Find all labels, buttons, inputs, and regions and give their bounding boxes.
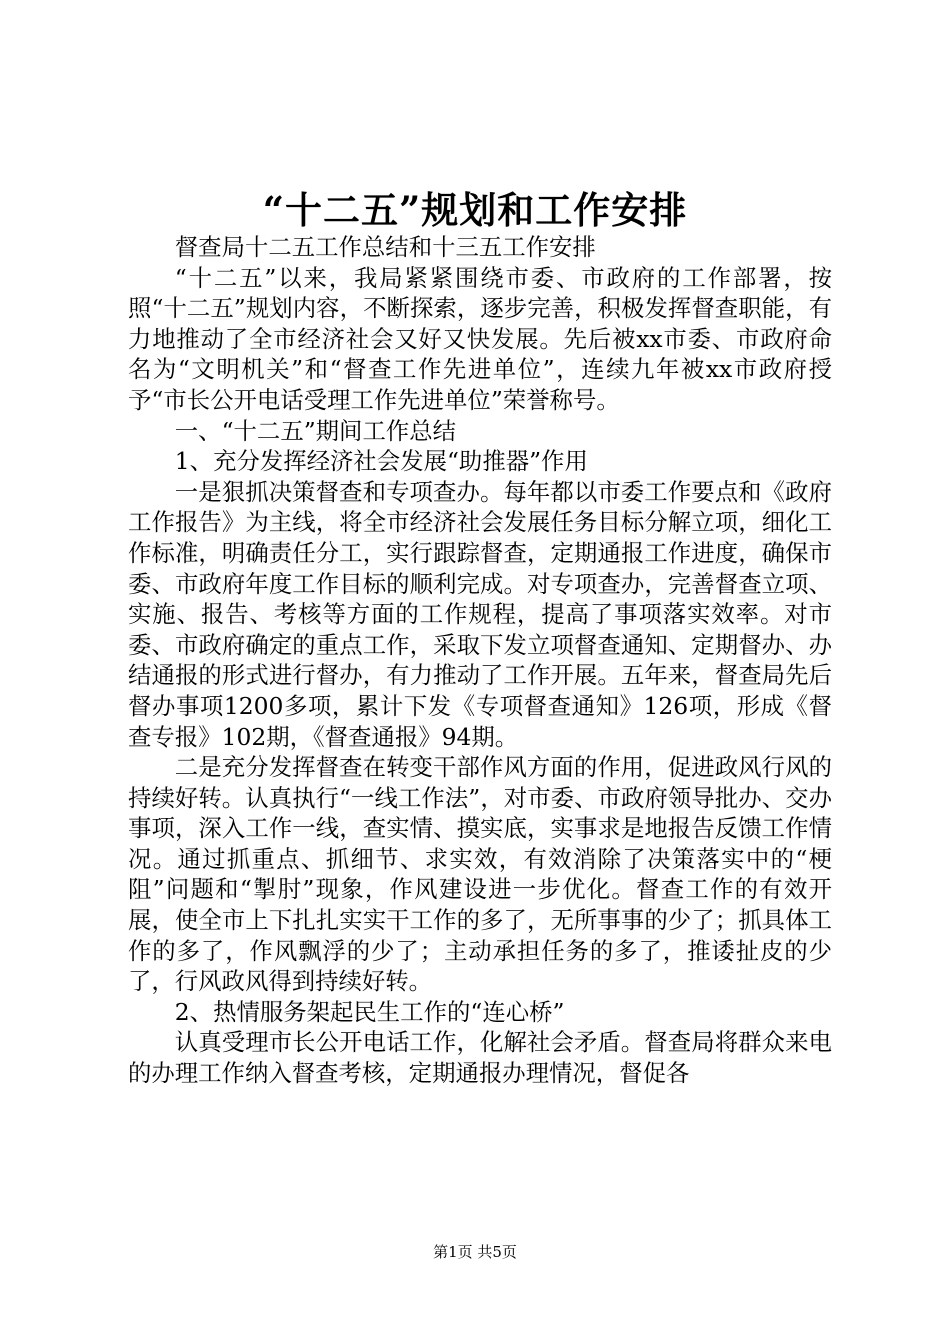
- subsection-heading-2: 2、热情服务架起民生工作的“连心桥”: [174, 997, 565, 1026]
- document-title: “十二五”规划和工作安排: [262, 188, 688, 232]
- paragraph-point-two: 二是充分发挥督查在转变干部作风方面的作用，促进政风行风的持续好转。认真执行“一线工作法”，对市委、市政府领导批办、交办事项，深入工作一线，查实情、摸实底，实事求是地报告反馈工作情况。通过抓重点、抓细节、求实效，有效消除了决策落实中的“梗阻”问题和“掣肘”现象，作风建设进一步优化。督查工作的有效开展，使全市上下扎扎实实干工作的多了，无所事事的少了；抓具体工作的多了，作风飘浮的少了；主动承担任务的多了，推诿扯皮的少了，行风政风得到持续好转。: [128, 753, 832, 996]
- section-heading-1: 一、“十二五”期间工作总结: [174, 416, 457, 445]
- paragraph-subtitle: 督查局十二五工作总结和十三五工作安排: [174, 233, 596, 261]
- document-body: [128, 232, 832, 1089]
- paragraph-hotline: 认真受理市长公开电话工作，化解社会矛盾。督查局将群众来电的办理工作纳入督查考核，定期通报办理情况，督促各: [128, 1028, 832, 1088]
- subsection-heading-1: 1、充分发挥经济社会发展“助推器”作用: [174, 447, 588, 476]
- paragraph-point-one: 一是狠抓决策督查和专项查办。每年都以市委工作要点和《政府工作报告》为主线，将全市经济社会发展任务目标分解立项，细化工作标准，明确责任分工，实行跟踪督查，定期通报工作进度，确保市委、市政府年度工作目标的顺利完成。对专项查办，完善督查立项、实施、报告、考核等方面的工作规程，提高了事项落实效率。对市委、市政府确定的重点工作，采取下发立项督查通知、定期督办、办结通报的形式进行督办，有力推动了工作开展。五年来，督查局先后督办事项1200多项，累计下发《专项督查通知》126项，形成《督查专报》102期，《督查通报》94期。: [128, 477, 832, 751]
- page-number-footer: 第1页 共5页: [433, 1243, 517, 1261]
- paragraph-intro: “十二五”以来，我局紧紧围绕市委、市政府的工作部署，按照“十二五”规划内容，不断探索，逐步完善，积极发挥督查职能，有力地推动了全市经济社会又好又快发展。先后被xx市委、市政府命名为“文明机关”和“督查工作先进单位”，连续九年被xx市政府授予“市长公开电话受理工作先进单位”荣誉称号。: [128, 263, 832, 414]
